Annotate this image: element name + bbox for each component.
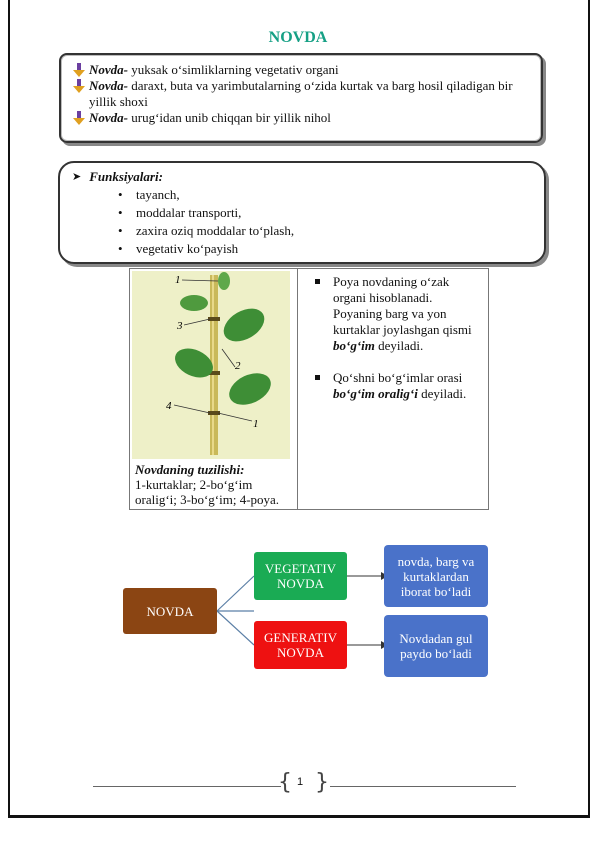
definition-text: urug‘idan unib chiqqan bir yillik nihol [128, 110, 331, 125]
structure-table [129, 268, 489, 510]
table-divider [297, 269, 298, 509]
page-number: 1 [296, 776, 304, 788]
functions-heading [72, 168, 532, 186]
functions-heading-label: Funksiyalari: [89, 169, 163, 184]
note-text: deyiladi. [417, 386, 467, 401]
list-item: • zaxira oziq moddalar to‘plash, [136, 222, 532, 240]
definition-item [73, 78, 531, 110]
figure-label: 4 [166, 400, 172, 412]
chevron-right-icon: ➤ [72, 171, 82, 183]
left-brace-icon: { [278, 770, 292, 795]
definition-term: Novda- [89, 62, 128, 77]
plant-illustration [132, 271, 290, 459]
definition-item [73, 62, 531, 78]
footer-rule [93, 786, 281, 787]
page-title: NOVDA [268, 29, 328, 46]
definition-item [73, 110, 531, 126]
note-term: bo‘g‘im oralig‘i [333, 386, 418, 401]
definitions-box [59, 53, 543, 143]
definition-text: yuksak o‘simliklarning vegetativ organi [128, 62, 339, 77]
note-paragraph [311, 274, 481, 354]
footer-rule [330, 786, 516, 787]
definition-term: Novda- [89, 78, 128, 93]
definition-text: daraxt, buta va yarimbutalarning o‘zida kurtak va barg hosil qiladigan bir yillik shoxi [89, 78, 513, 109]
vegetative-description: novda, barg va kurtaklardan iborat bo‘ladi [384, 545, 488, 607]
caption-text: 1-kurtaklar; 2-bo‘g‘im oralig‘i; 3-bo‘g‘im; 4-poya. [135, 477, 280, 507]
list-item: • vegetativ ko‘payish [136, 240, 532, 258]
figure-caption [135, 462, 295, 507]
note-text: Qo‘shni bo‘g‘imlar orasi [333, 370, 463, 385]
square-bullet-icon [315, 375, 320, 380]
list-item: • moddalar transporti, [136, 204, 532, 222]
arrow-down-icon [73, 111, 85, 125]
note-paragraph [311, 370, 481, 402]
vegetative-node: VEGETATIV NOVDA [254, 552, 347, 600]
figure-label: 2 [235, 360, 241, 372]
arrow-down-icon [73, 79, 85, 93]
generative-node: GENERATIV NOVDA [254, 621, 347, 669]
figure-label: 3 [177, 320, 183, 332]
figure-label: 1 [175, 274, 181, 286]
functions-list [72, 186, 532, 258]
figure-label: 1 [253, 418, 259, 430]
definition-term: Novda- [89, 110, 128, 125]
note-text: deyiladi. [374, 338, 424, 353]
caption-title: Novdaning tuzilishi: [135, 462, 245, 477]
functions-box [58, 161, 546, 264]
generative-description: Novdadan gul paydo bo‘ladi [384, 615, 488, 677]
notes-column [311, 274, 481, 418]
list-item: • tayanch, [136, 186, 532, 204]
note-text: Poya novdaning o‘zak organi hisoblanadi. Poyaning barg va yon kurtaklar joylashgan qismi [333, 274, 472, 337]
root-node: NOVDA [123, 588, 217, 634]
square-bullet-icon [315, 279, 320, 284]
note-term: bo‘g‘im [333, 338, 375, 353]
right-brace-icon: } [315, 770, 329, 795]
arrow-down-icon [73, 63, 85, 77]
